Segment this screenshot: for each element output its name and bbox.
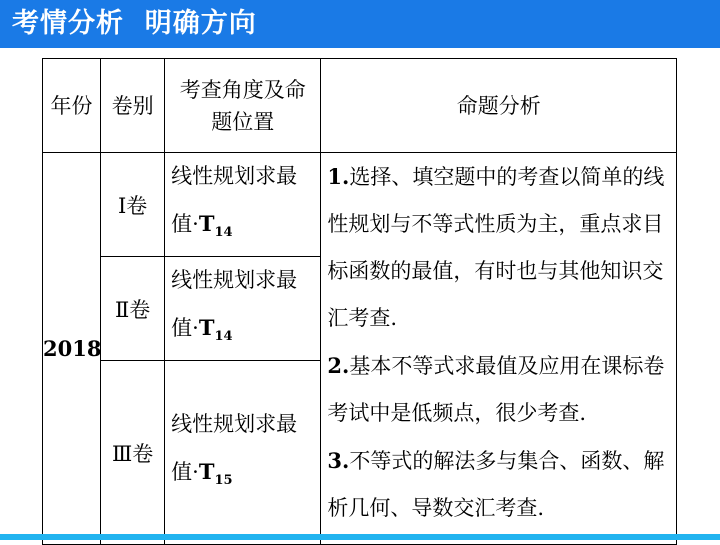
exam-analysis-table — [42, 58, 677, 545]
analysis-number: 3. — [327, 448, 350, 473]
volume-cell: Ⅱ卷 — [101, 257, 165, 361]
topic-text: 线性规划求最值· — [171, 268, 298, 341]
analysis-item — [327, 342, 672, 437]
volume-cell: Ⅲ卷 — [101, 361, 165, 545]
topic-text: 线性规划求最值· — [171, 412, 298, 485]
table-row — [43, 153, 677, 257]
header-analysis: 命题分析 — [321, 59, 677, 153]
analysis-text: 基本不等式求最值及应用在课标卷考试中是低频点，很少考查. — [327, 354, 665, 425]
page-title: 考情分析 明确方向 — [12, 8, 257, 39]
volume-cell: Ⅰ卷 — [101, 153, 165, 257]
analysis-item — [327, 153, 672, 342]
analysis-text: 不等式的解法多与集合、函数、解析几何、导数交汇考查. — [327, 449, 665, 520]
analysis-number: 2. — [327, 353, 350, 378]
topic-question-letter: T — [198, 459, 215, 485]
header-volume: 卷别 — [101, 59, 165, 153]
header-topic: 考查角度及命题位置 — [165, 59, 321, 153]
table-header-row — [43, 59, 677, 153]
analysis-text: 选择、填空题中的考查以简单的线性规划与不等式性质为主，重点求目标函数的最值，有时也与其他知识交汇考查. — [327, 165, 665, 330]
analysis-item — [327, 437, 672, 532]
analysis-cell — [321, 153, 677, 545]
topic-text: 线性规划求最值· — [171, 164, 298, 236]
year-cell: 2018 — [43, 153, 101, 545]
topic-cell — [165, 361, 321, 545]
topic-question-number: 14 — [214, 329, 233, 345]
topic-question-letter: T — [198, 315, 215, 341]
analysis-number: 1. — [327, 164, 350, 189]
header-year: 年份 — [43, 59, 101, 153]
topic-cell — [165, 153, 321, 257]
bottom-accent-bar — [0, 534, 720, 540]
topic-cell — [165, 257, 321, 361]
title-banner — [0, 0, 720, 48]
topic-question-number: 14 — [214, 225, 233, 241]
topic-question-number: 15 — [214, 473, 233, 489]
topic-question-letter: T — [198, 211, 215, 236]
